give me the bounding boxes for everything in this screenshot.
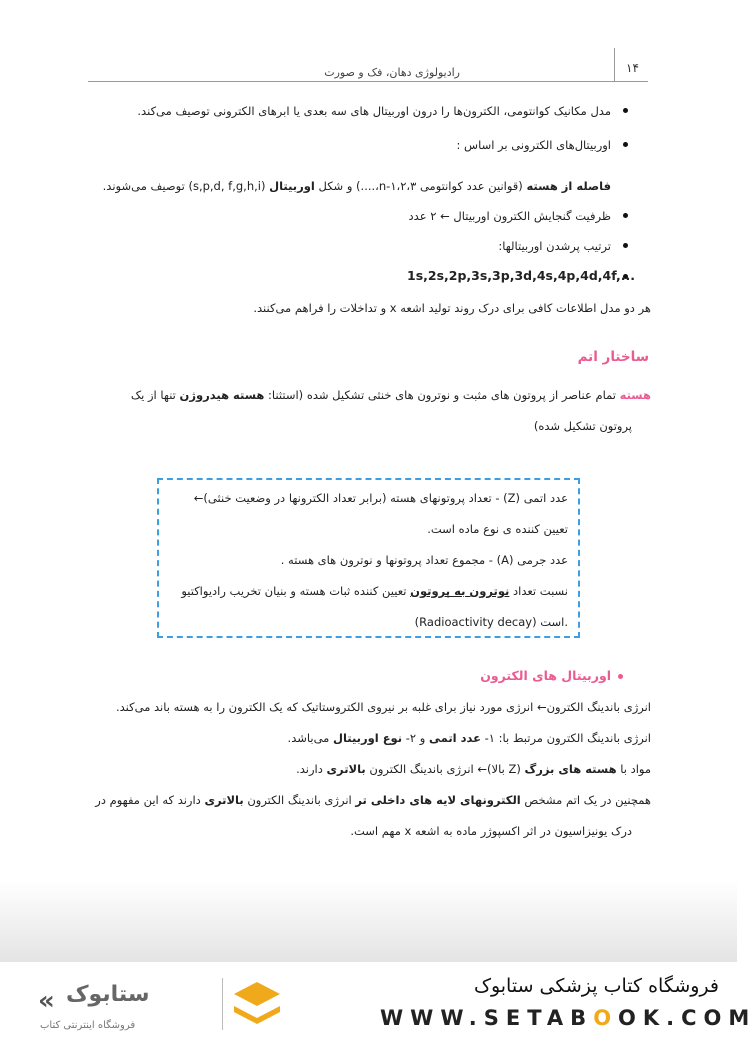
text-run: همچنین در یک اتم مشخص [520,793,651,807]
text-run: (قوانین عدد کوانتومی n-۱،۲،۳،....) و شکل [314,179,527,193]
body-line-2: اوربیتال‌های الکترونی بر اساس : [456,138,611,152]
box-line-3: عدد جرمی (A) - مجموع تعداد پروتونها و نوترون های هسته . [280,553,568,567]
text-run: تنها از یک [130,388,180,402]
bullet-dot [623,213,628,218]
bullet-dot [623,243,628,248]
text-run: مواد با [616,762,651,776]
box-line-1: عدد اتمی (Z) - تعداد پروتونهای هسته (برابر تعداد الکترونها در وضعیت خنثی)← [193,491,568,505]
text-run: می‌باشد. [287,731,333,745]
page-number: ۱۴ [626,61,639,75]
body-line-1: مدل مکانیک کوانتومی، الکترون‌ها را درون اوربیتال های سه بعدی یا ابرهای الکترونی توصیف می‌کند. [137,104,611,118]
text-run: (Z بالا)← انرژی باندینگ الکترون [365,762,525,776]
footer-fade [0,880,737,962]
url-part: OK.COM [618,1006,756,1030]
text-run: نسبت تعداد [509,584,568,598]
body-line-7: هر دو مدل اطلاعات کافی برای درک روند تولید اشعه x و تداخلات را فراهم می‌کنند. [253,301,651,315]
running-header-title: رادیولوژی دهان، فک و صورت [324,66,460,79]
section1-paragraph-line-2: پروتون تشکیل شده) [533,419,632,433]
body-line-4: ظرفیت گنجایش الکترون اوربیتال ← ۲ عدد [408,209,611,223]
emphasis: هسته های بزرگ [524,762,617,776]
section2-line-1: انرژی باندینگ الکترون← انرژی مورد نیاز برای غلبه بر نیروی الکتروستاتیک که یک الکترون را به هسته باند می‌کند. [115,700,651,714]
store-name: فروشگاه کتاب پزشکی ستابوک [473,975,719,997]
text-run: (s,p,d, f,g,h,i) توصیف می‌شوند. [102,179,270,193]
emphasis: فاصله از هسته [526,179,611,193]
section-heading-electron-orbitals: اوربیتال های الکترون [480,668,611,683]
logo-divider [222,978,223,1030]
section2-line-3 [296,761,651,777]
text-run: تمام عناصر از پروتون های مثبت و نوترون های خنثی تشکیل شده (استثنا: [264,388,620,402]
text-run: انرژی باندینگ الکترون [243,793,356,807]
definition-box [157,478,580,638]
section-heading-atom-structure: ساختار اتم [577,349,649,365]
body-line-5: ترتیب پرشدن اوربیتالها: [498,239,611,253]
text-run: تعیین کننده ثبات هسته و بنیان تخریب رادیواکتیو [181,584,411,598]
book-stack-icon [232,980,282,1032]
emphasis: هسته هیدروژن [179,388,265,402]
url-accent: O [593,1006,619,1030]
emphasis: نوترون به پروتون [410,584,510,598]
bullet-dot [623,108,628,113]
body-line-3 [103,178,611,194]
emphasis: اوربیتال [269,179,315,193]
keyword-nucleus: هسته [619,388,651,402]
box-line-4 [181,583,568,599]
logo-subtitle: فروشگاه اینترنتی کتاب [40,1020,136,1031]
url-part: WWW.SETAB [380,1006,594,1030]
text-run: انرژی باندینگ الکترون مرتبط با: ۱- [480,731,651,745]
section2-line-2 [288,730,651,746]
logo-wordmark: ستابوک [66,982,150,1007]
logo-chevron-icon: « [38,986,55,1016]
store-url[interactable] [380,1006,756,1030]
orbital-sequence: 1s,2s,2p,3s,3p,3d,4s,4p,4d,4f,... [407,268,635,283]
emphasis: بالاتری [326,762,366,776]
emphasis: بالاتری [204,793,244,807]
emphasis: نوع اوربیتال [332,731,403,745]
box-line-5: (Radioactivity decay) است. [414,615,568,629]
header-rule [88,81,648,82]
emphasis: عدد اتمی [428,731,481,745]
section2-line-5: درک یونیزاسیون در اثر اکسپوژر ماده به اشعه x مهم است. [350,824,632,838]
book-layer [234,1006,280,1024]
bullet-dot [623,142,628,147]
section2-line-4 [95,792,651,808]
bullet-dot [618,674,623,679]
section1-paragraph-line-1 [131,387,651,403]
box-line-2: تعیین کننده ی نوع ماده است. [427,522,568,536]
book-layer [234,982,280,1006]
header-divider [614,48,615,82]
text-run: و ۲- [402,731,429,745]
text-run: دارند که این مفهوم در [95,793,205,807]
emphasis: الکترونهای لایه های داخلی تر [355,793,521,807]
text-run: دارند. [296,762,327,776]
